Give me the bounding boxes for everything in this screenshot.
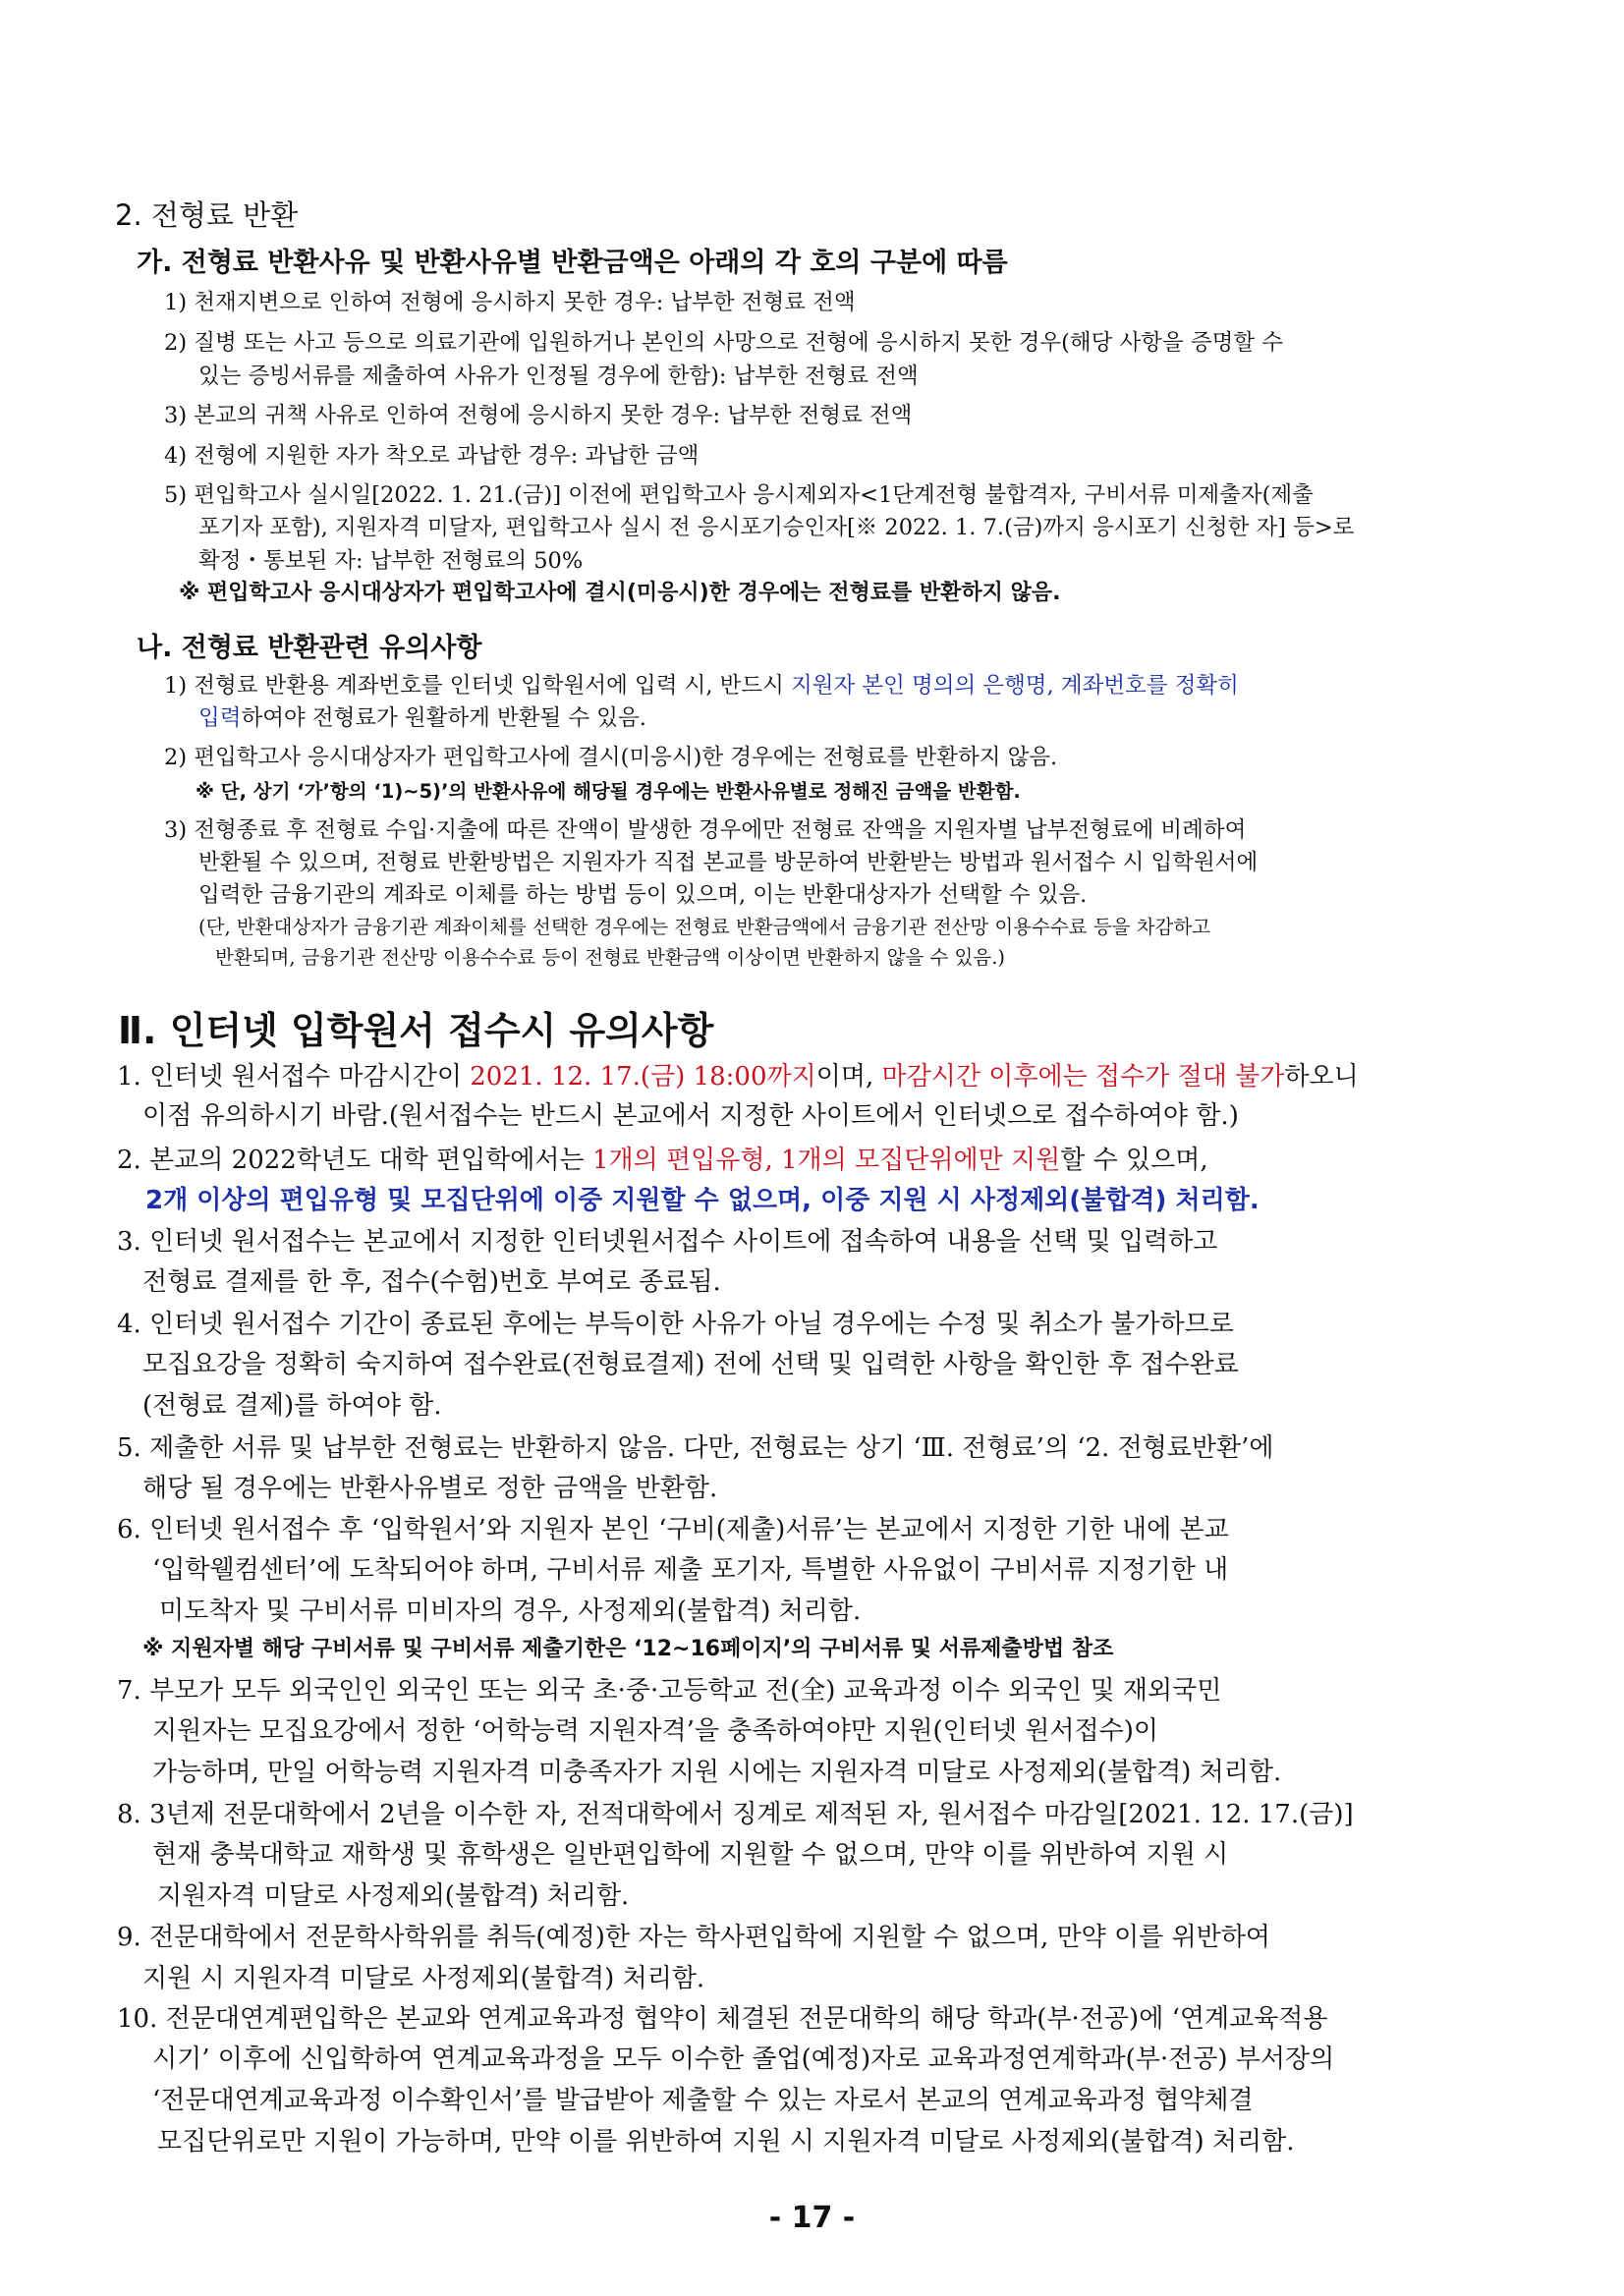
item-10-line-3: ‘전문대연계교육과정 이수확인서’를 발급받아 제출할 수 있는 자로서 본교의 연계교육과정 협약체결 (152, 2086, 1254, 2115)
na-item-2: 2) 편입학고사 응시대상자가 편입학고사에 결시(미응시)한 경우에는 전형료를 반환하지 않음. (164, 745, 1058, 770)
item-1-line-1 (117, 1056, 1359, 1092)
na-item-1-highlight: 지원자 본인 명의의 은행명, 계좌번호를 정확히 (791, 673, 1239, 699)
na-item-3-paren-2: 반환되며, 금융기관 전산망 이용수수료 등이 전형료 반환금액 이상이면 반환하지 않을 수 있음.) (215, 946, 1005, 969)
item-4-line-3: (전형료 결제)를 하여야 함. (142, 1391, 442, 1421)
item-1-text-c: 하오니 (1284, 1062, 1359, 1092)
item-7-line-3: 가능하며, 만일 어학능력 지원자격 미충족자가 지원 시에는 지원자격 미달로 사정제외(불합격) 처리함. (152, 1758, 1282, 1787)
item-6-line-3: 미도착자 및 구비서류 미비자의 경우, 사정제외(불합격) 처리함. (159, 1596, 862, 1626)
item-1-line-2: 이점 유의하시기 바람.(원서접수는 반드시 본교에서 지정한 사이트에서 인터넷으로 접수하여야 함.) (142, 1101, 1239, 1131)
item-10-line-2: 시기’ 이후에 신입학하여 연계교육과정을 모두 이수한 졸업(예정)자로 교육과정연계학과(부·전공) 부서장의 (152, 2044, 1335, 2074)
item-2-highlight: 1개의 편입유형, 1개의 모집단위에만 지원 (591, 1146, 1061, 1175)
ga-item-2-line-2: 있는 증빙서류를 제출하여 사유가 인정될 경우에 한함): 납부한 전형료 전액 (198, 364, 919, 389)
ga-note: ※ 편입학고사 응시대상자가 편입학고사에 결시(미응시)한 경우에는 전형료를 반환하지 않음. (179, 581, 1061, 605)
item-10-line-4: 모집단위로만 지원이 가능하며, 만약 이를 위반하여 지원 시 지원자격 미달로 사정제외(불합격) 처리함. (157, 2127, 1295, 2156)
na-item-3-paren-1: (단, 반환대상자가 금융기관 계좌이체를 선택한 경우에는 전형료 반환금액에서 금융기관 전산망 이용수수료 등을 차감하고 (198, 916, 1211, 938)
ga-item-2-line-1: 2) 질병 또는 사고 등으로 의료기관에 입원하거나 본인의 사망으로 전형에 응시하지 못한 경우(해당 사항을 증명할 수 (164, 330, 1283, 356)
item-1-warning: 마감시간 이후에는 접수가 절대 불가 (881, 1062, 1285, 1092)
na-item-1-text: 1) 전형료 반환용 계좌번호를 인터넷 입학원서에 입력 시, 반드시 (164, 673, 791, 699)
item-6-note: ※ 지원자별 해당 구비서류 및 구비서류 제출기한은 ‘12~16페이지’의 구비서류 및 서류제출방법 참조 (142, 1637, 1114, 1661)
na-item-3-line-3: 입력한 금융기관의 계좌로 이체를 하는 방법 등이 있으며, 이는 반환대상자가 선택할 수 있음. (198, 882, 1088, 908)
item-7-line-2: 지원자는 모집요강에서 정한 ‘어학능력 지원자격’을 충족하여야만 지원(인터넷 원서접수)이 (152, 1716, 1158, 1746)
ga-item-5-line-1: 5) 편입학고사 실시일[2022. 1. 21.(금)] 이전에 편입학고사 응시제외자<1단계전형 불합격자, 구비서류 미제출자(제출 (164, 482, 1314, 508)
item-9-line-2: 지원 시 지원자격 미달로 사정제외(불합격) 처리함. (142, 1964, 705, 1993)
item-9-line-1: 9. 전문대학에서 전문학사학위를 취득(예정)한 자는 학사편입학에 지원할 수 없으며, 만약 이를 위반하여 (117, 1923, 1271, 1952)
ga-item-5-line-2: 포기자 포함), 지원자격 미달자, 편입학고사 실시 전 응시포기승인자[※ 2022. 1. 7.(금)까지 응시포기 신청한 자] 등>로 (198, 515, 1355, 540)
item-4-line-2: 모집요강을 정확히 숙지하여 접수완료(전형료결제) 전에 선택 및 입력한 사항을 확인한 후 접수완료 (142, 1350, 1239, 1379)
item-6-line-2: ‘입학웰컴센터’에 도착되어야 하며, 구비서류 제출 포기자, 특별한 사유없이 구비서류 지정기한 내 (152, 1555, 1229, 1585)
subsection-ga-title: 가. 전형료 반환사유 및 반환사유별 반환금액은 아래의 각 호의 구분에 따름 (137, 248, 1008, 278)
item-6-line-1: 6. 인터넷 원서접수 후 ‘입학원서’와 지원자 본인 ‘구비(제출)서류’는 본교에서 지정한 기한 내에 본교 (117, 1515, 1229, 1544)
item-3-line-2: 전형료 결제를 한 후, 접수(수험)번호 부여로 종료됨. (142, 1267, 721, 1297)
item-2-text-b: 할 수 있으며, (1060, 1146, 1208, 1175)
item-7-line-1: 7. 부모가 모두 외국인인 외국인 또는 외국 초·중·고등학교 전(全) 교육과정 이수 외국인 및 재외국민 (117, 1676, 1222, 1706)
item-5-line-2: 해당 될 경우에는 반환사유별로 정한 금액을 반환함. (142, 1474, 718, 1503)
item-1-deadline: 2021. 12. 17.(금) 18:00까지 (470, 1062, 816, 1092)
item-2-text-a: 2. 본교의 2022학년도 대학 편입학에서는 (117, 1146, 592, 1175)
ga-item-3: 3) 본교의 귀책 사유로 인하여 전형에 응시하지 못한 경우: 납부한 전형료 전액 (164, 403, 913, 428)
item-4-line-1: 4. 인터넷 원서접수 기간이 종료된 후에는 부득이한 사유가 아닐 경우에는 수정 및 취소가 불가하므로 (117, 1310, 1234, 1339)
item-8-line-1: 8. 3년제 전문대학에서 2년을 이수한 자, 전적대학에서 징계로 제적된 자, 원서접수 마감일[2021. 12. 17.(금)] (117, 1800, 1354, 1829)
item-10-line-1: 10. 전문대연계편입학은 본교와 연계교육과정 협약이 체결된 전문대학의 해당 학과(부·전공)에 ‘연계교육적용 (117, 2004, 1328, 2034)
subsection-na-title: 나. 전형료 반환관련 유의사항 (137, 633, 482, 663)
na-item-2-note: ※ 단, 상기 ‘가’항의 ‘1)~5)’의 반환사유에 해당될 경우에는 반환사유별로 정해진 금액을 반환함. (196, 780, 1021, 803)
ga-item-5-line-3: 확정・통보된 자: 납부한 전형료의 50% (198, 548, 584, 574)
section-ii-title: Ⅱ. 인터넷 입학원서 접수시 유의사항 (118, 1009, 714, 1052)
item-3-line-1: 3. 인터넷 원서접수는 본교에서 지정한 인터넷원서접수 사이트에 접속하여 내용을 선택 및 입력하고 (117, 1227, 1218, 1257)
item-1-text-a: 1. 인터넷 원서접수 마감시간이 (117, 1062, 471, 1092)
item-8-line-3: 지원자격 미달로 사정제외(불합격) 처리함. (157, 1881, 630, 1911)
na-item-1-text-end: 하여야 전형료가 원활하게 반환될 수 있음. (241, 705, 646, 731)
na-item-1-highlight-end: 입력 (198, 705, 242, 731)
item-2-line-1 (117, 1140, 1208, 1176)
item-8-line-2: 현재 충북대학교 재학생 및 휴학생은 일반편입학에 지원할 수 없으며, 만약 이를 위반하여 지원 시 (152, 1840, 1229, 1870)
na-item-1-line-1 (164, 668, 1239, 700)
item-5-line-1: 5. 제출한 서류 및 납부한 전형료는 반환하지 않음. 다만, 전형료는 상기 ‘Ⅲ. 전형료’의 ‘2. 전형료반환’에 (117, 1433, 1274, 1463)
item-1-text-b: 이며, (815, 1062, 882, 1092)
na-item-1-line-2 (198, 700, 646, 732)
ga-item-1: 1) 천재지변으로 인하여 전형에 응시하지 못한 경우: 납부한 전형료 전액 (164, 290, 856, 315)
na-item-3-line-1: 3) 전형종료 후 전형료 수입·지출에 따른 잔액이 발생한 경우에만 전형료 잔액을 지원자별 납부전형료에 비례하여 (164, 817, 1247, 843)
na-item-3-line-2: 반환될 수 있으며, 전형료 반환방법은 지원자가 직접 본교를 방문하여 반환받는 방법과 원서접수 시 입학원서에 (198, 850, 1259, 875)
ga-item-4: 4) 전형에 지원한 자가 착오로 과납한 경우: 과납한 금액 (164, 443, 700, 469)
item-2-line-2: 2개 이상의 편입유형 및 모집단위에 이중 지원할 수 없으며, 이중 지원 시 사정제외(불합격) 처리함. (145, 1186, 1260, 1215)
page-number: - 17 - (768, 2201, 856, 2235)
section-2-title: 2. 전형료 반환 (115, 198, 299, 232)
